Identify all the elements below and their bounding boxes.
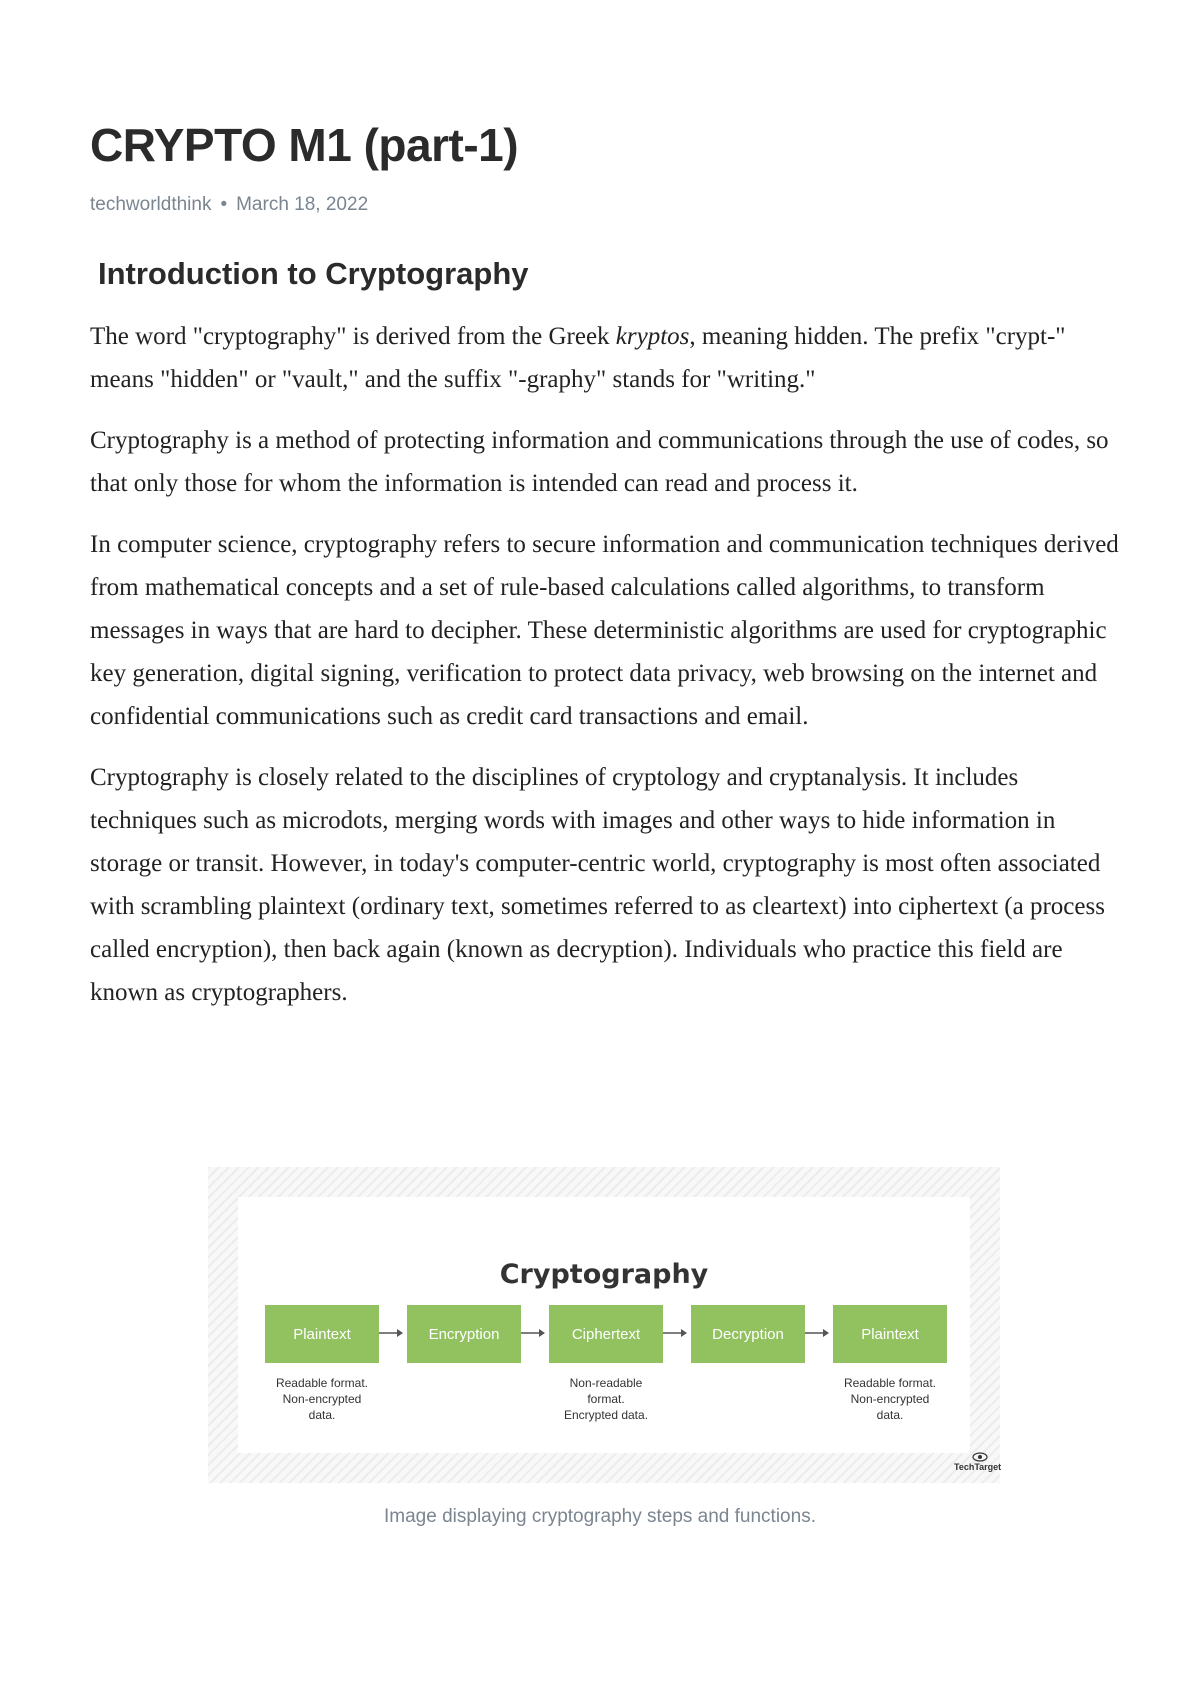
paragraph-4: Cryptography is closely related to the disciplines of cryptology and cryptanalysis. It includes techniques such as microdots, merging words with images and other ways to hide information in storage or transit. However, in today's computer-centric world, cryptography is most often associated with scrambling plaintext (ordinary text, sometimes referred to as cleartext) into ciphertext (a process called encryption), then back again (known as decryption). Individuals who practice this field are known as cryptographers. xyxy=(90,764,1105,1006)
step-plaintext-output: Plaintext xyxy=(833,1305,947,1363)
step-decryption: Decryption xyxy=(691,1305,805,1363)
section-heading: Introduction to Cryptography xyxy=(98,256,529,291)
article-body xyxy=(90,315,1130,1032)
figure-caption: Image displaying cryptography steps and functions. xyxy=(384,1506,816,1527)
arrow-icon xyxy=(805,1323,829,1343)
paragraph-1: The word "cryptography" is derived from the Greek kryptos, meaning hidden. The prefix "crypt-" means "hidden" or "vault," and the suffix "-graphy" stands for "writing." xyxy=(90,323,1066,393)
note-plaintext-output: Readable format. Non-encrypted data. xyxy=(843,1376,937,1422)
publish-date: March 18, 2022 xyxy=(236,194,369,215)
eye-icon xyxy=(972,1452,988,1462)
step-ciphertext: Ciphertext xyxy=(549,1305,663,1363)
arrow-icon xyxy=(663,1323,687,1343)
greek-term: kryptos xyxy=(615,323,690,350)
brand-logo: TechTarget xyxy=(954,1462,1002,1472)
step-encryption: Encryption xyxy=(407,1305,521,1363)
arrow-icon xyxy=(521,1323,545,1343)
article-meta xyxy=(90,194,368,216)
step-plaintext-input: Plaintext xyxy=(265,1305,379,1363)
article-title: CRYPTO M1 (part-1) xyxy=(90,119,519,171)
paragraph-2: Cryptography is a method of protecting information and communications through the use of codes, so that only those for whom the information is intended can read and process it. xyxy=(90,427,1109,497)
meta-separator: • xyxy=(220,194,228,215)
author-link[interactable]: techworldthink xyxy=(90,194,212,215)
diagram-title: Cryptography xyxy=(499,1259,709,1290)
note-plaintext-input: Readable format. Non-encrypted data. xyxy=(275,1376,369,1422)
paragraph-3: In computer science, cryptography refers to secure information and communication techniques derived from mathematical concepts and a set of rule-based calculations called algorithms, to transform messages in ways that are hard to decipher. These deterministic algorithms are used for cryptographic key generation, digital signing, verification to protect data privacy, web browsing on the internet and confidential communications such as credit card transactions and email. xyxy=(90,531,1119,730)
arrow-icon xyxy=(379,1323,403,1343)
note-ciphertext: Non-readable format. Encrypted data. xyxy=(563,1376,649,1422)
